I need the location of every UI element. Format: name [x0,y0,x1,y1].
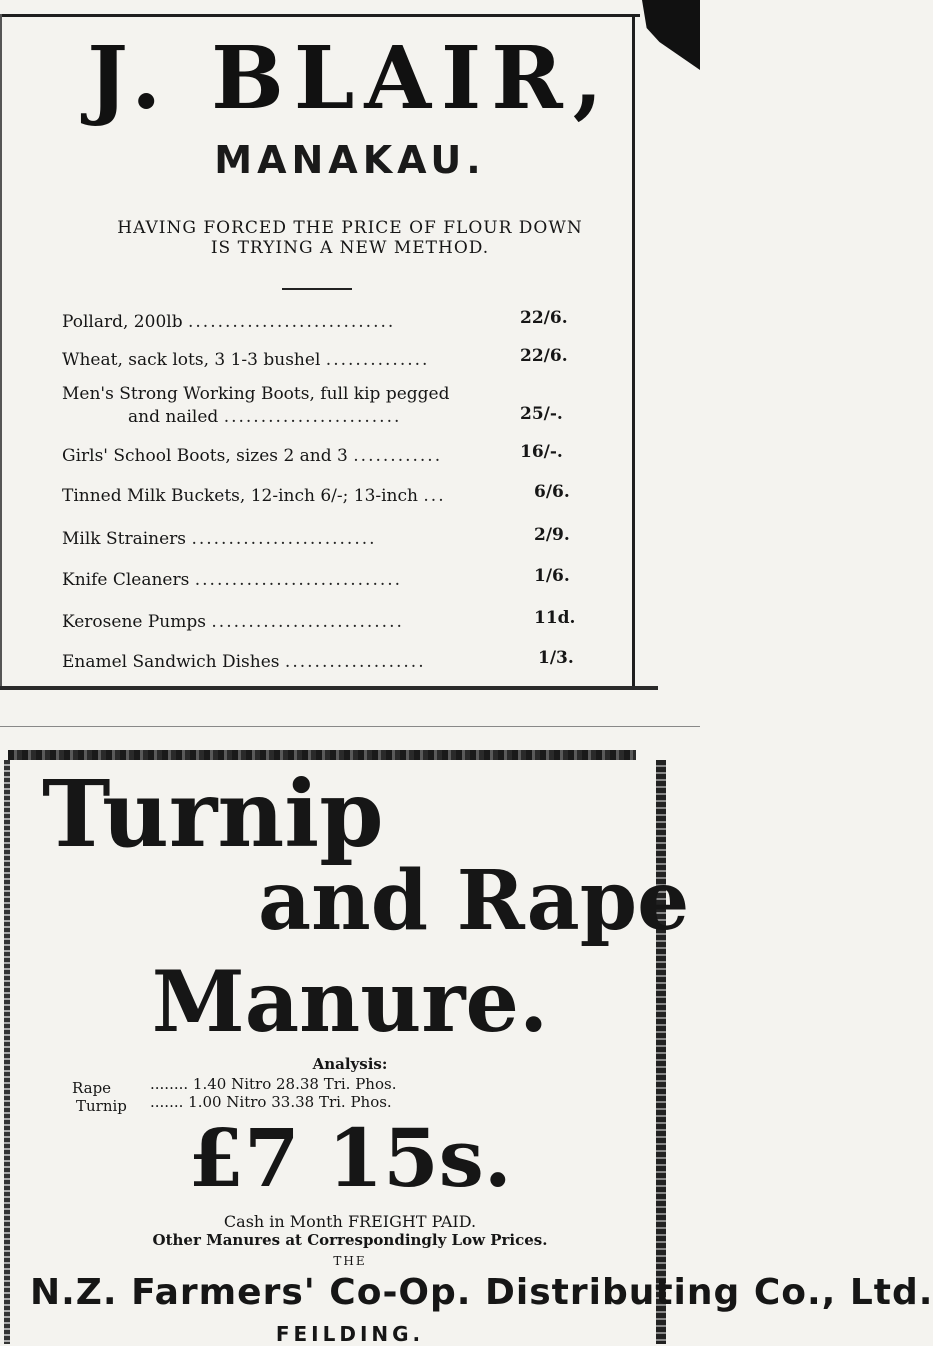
headline-and-rape: and Rape [258,853,690,949]
leader-dots: ............ [353,446,443,466]
price-list-item [62,570,402,590]
other-manures-note: Other Manures at Correspondingly Low Prices. [152,1231,548,1249]
ad-top-border-band [8,750,636,760]
item-price: 22/6. [520,346,568,366]
item-price: 1/6. [534,566,570,586]
item-name: Tinned Milk Buckets, 12-inch 6/-; 13-inch [62,486,418,506]
headline-manure: Manure. [151,952,549,1051]
item-name: Girls' School Boots, sizes 2 and 3 [62,446,348,466]
item-name: Wheat, sack lots, 3 1-3 bushel [62,350,321,370]
ad-border-top [0,14,640,17]
item-price: 16/-. [520,442,563,462]
item-name: Milk Strainers [62,529,187,549]
ad-border-bottom [0,686,658,690]
price-list-item [62,529,377,549]
blair-advertisement [0,0,700,700]
column-separator [0,726,700,727]
payment-terms: Cash in Month FREIGHT PAID. [223,1212,477,1231]
price-list-item [62,350,429,370]
leader-dots: ......................... [191,529,377,549]
analysis-row-label: Rape [72,1079,112,1097]
manure-price: £7 15s. [188,1111,512,1205]
company-town: FEILDING. [275,1322,425,1346]
leader-dots: .......................... [211,612,404,632]
leader-dots: ............................ [194,570,403,590]
price-list-item [62,384,449,404]
price-list-item [62,312,395,332]
tagline-line-1: HAVING FORCED THE PRICE OF FLOUR DOWN [117,218,583,238]
merchant-location: MANAKAU. [214,138,486,182]
company-name: N.Z. Farmers' Co-Op. Distributing Co., Ltd. [30,1272,933,1313]
leader-dots: ........................ [223,407,402,427]
item-name: Men's Strong Working Boots, full kip pegged [62,384,450,404]
price-list-item-continued [128,407,401,427]
item-price: 25/-. [520,404,563,424]
tagline-line-2: IS TRYING A NEW METHOD. [210,238,490,258]
price-list-item [62,446,442,466]
item-price: 11d. [534,608,576,628]
item-price: 2/9. [534,525,570,545]
price-list-item [62,652,426,672]
analysis-row-label: Turnip [76,1097,127,1115]
item-name: Knife Cleaners [62,570,190,590]
the-label: THE [333,1254,367,1268]
leader-dots: .............. [325,350,430,370]
item-name-continued: and nailed [128,407,219,427]
item-name: Enamel Sandwich Dishes [62,652,280,672]
analysis-label: Analysis: [312,1055,388,1073]
price-list-item [62,612,404,632]
leader-dots: ................... [284,652,426,672]
leader-dots: ............................ [187,312,396,332]
item-name: Pollard, 200lb [62,312,183,332]
item-price: 22/6. [520,308,568,328]
item-price: 1/3. [538,648,574,668]
leader-dots: ... [423,486,446,506]
divider-rule [282,288,352,290]
headline-turnip: Turnip [42,760,384,868]
item-price: 6/6. [534,482,570,502]
item-name: Kerosene Pumps [62,612,206,632]
analysis-row-detail: ....... 1.00 Nitro 33.38 Tri. Phos. [150,1093,392,1111]
analysis-row-detail: ........ 1.40 Nitro 28.38 Tri. Phos. [150,1075,397,1093]
merchant-name: J. BLAIR, [87,28,613,129]
price-list-item [62,486,446,506]
